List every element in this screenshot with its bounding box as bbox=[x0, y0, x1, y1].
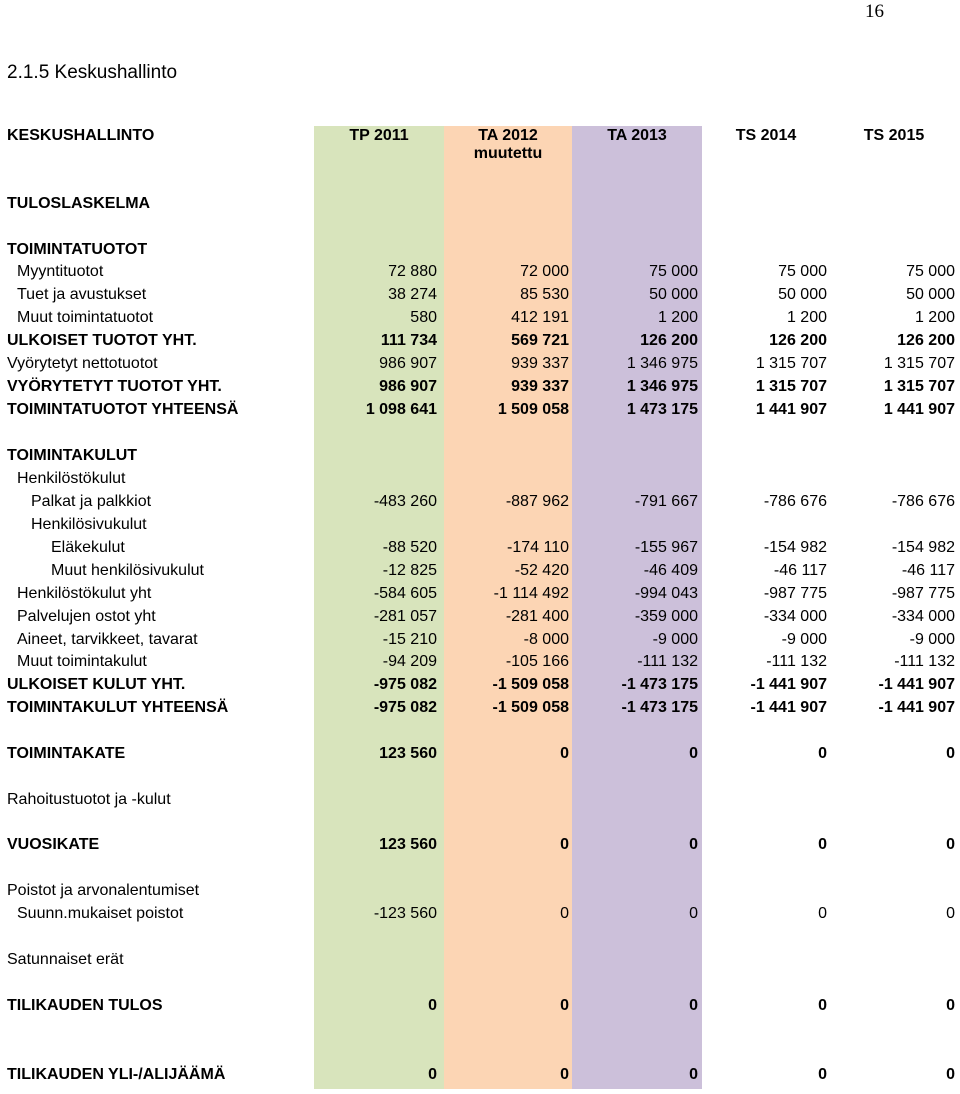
row-label: VYÖRYTETYT TUOTOT YHT. bbox=[7, 378, 222, 395]
row-label: Tuet ja avustukset bbox=[17, 286, 147, 303]
row-value: 1 346 975 bbox=[626, 378, 698, 395]
row-value: -9 000 bbox=[781, 631, 827, 648]
table-row bbox=[0, 491, 960, 513]
row-label: Eläkekulut bbox=[51, 539, 125, 556]
page-number: 16 bbox=[865, 1, 884, 22]
row-value: 0 bbox=[946, 905, 955, 922]
table-row bbox=[0, 353, 960, 375]
table-row bbox=[0, 651, 960, 673]
row-value: -155 967 bbox=[634, 539, 698, 556]
row-label: ULKOISET TUOTOT YHT. bbox=[7, 332, 197, 349]
table-row bbox=[0, 514, 960, 536]
table-row bbox=[0, 330, 960, 352]
row-value: 0 bbox=[689, 997, 698, 1014]
row-value: -88 520 bbox=[382, 539, 437, 556]
row-label: TOIMINTAKULUT YHTEENSÄ bbox=[7, 699, 229, 716]
table-row bbox=[0, 995, 960, 1017]
table-header-label: KESKUSHALLINTO bbox=[7, 127, 155, 144]
column-header-title: TS 2014 bbox=[735, 127, 797, 144]
row-value: -12 825 bbox=[382, 562, 437, 579]
row-value: 85 530 bbox=[520, 286, 569, 303]
row-label: Vyörytetyt nettotuotot bbox=[7, 355, 158, 372]
row-value: -584 605 bbox=[373, 585, 437, 602]
row-value: -1 509 058 bbox=[492, 676, 569, 693]
row-value: 1 441 907 bbox=[883, 401, 955, 418]
row-value: -281 400 bbox=[505, 608, 569, 625]
table-row bbox=[0, 261, 960, 283]
row-value: 0 bbox=[689, 836, 698, 853]
row-label: Palvelujen ostot yht bbox=[17, 608, 156, 625]
row-label: Aineet, tarvikkeet, tavarat bbox=[17, 631, 198, 648]
row-value: 123 560 bbox=[379, 836, 437, 853]
row-value: -483 260 bbox=[373, 493, 437, 510]
row-label: Henkilösivukulut bbox=[31, 516, 147, 533]
row-value: 0 bbox=[946, 836, 955, 853]
column-header-title: TA 2012 bbox=[478, 127, 538, 144]
table-row bbox=[0, 629, 960, 651]
table-row bbox=[0, 399, 960, 421]
row-value: 0 bbox=[946, 1066, 955, 1083]
row-value: 123 560 bbox=[379, 745, 437, 762]
row-value: 50 000 bbox=[649, 286, 698, 303]
row-value: 0 bbox=[560, 1066, 569, 1083]
row-value: 1 200 bbox=[914, 309, 955, 326]
table-row bbox=[0, 560, 960, 582]
table-row bbox=[0, 583, 960, 605]
row-value: -105 166 bbox=[505, 653, 569, 670]
row-value: -154 982 bbox=[763, 539, 827, 556]
row-value: -786 676 bbox=[763, 493, 827, 510]
table-row bbox=[0, 743, 960, 765]
row-value: 72 000 bbox=[520, 263, 569, 280]
row-value: -281 057 bbox=[373, 608, 437, 625]
row-value: 0 bbox=[818, 745, 827, 762]
row-value: 1 315 707 bbox=[883, 378, 955, 395]
column-header-title: TA 2013 bbox=[607, 127, 667, 144]
row-value: -1 441 907 bbox=[750, 676, 827, 693]
row-value: -786 676 bbox=[891, 493, 955, 510]
row-value: 0 bbox=[818, 905, 827, 922]
row-value: 0 bbox=[689, 905, 698, 922]
row-value: 72 880 bbox=[388, 263, 437, 280]
row-label: TULOSLASKELMA bbox=[7, 195, 151, 212]
row-value: -154 982 bbox=[891, 539, 955, 556]
row-value: 126 200 bbox=[769, 332, 827, 349]
row-label: Muut toimintatuotot bbox=[17, 309, 154, 326]
row-label: TILIKAUDEN YLI-/ALIJÄÄMÄ bbox=[7, 1066, 226, 1083]
row-value: 939 337 bbox=[511, 355, 569, 372]
table-row bbox=[0, 376, 960, 398]
row-value: 1 315 707 bbox=[883, 355, 955, 372]
row-value: -9 000 bbox=[652, 631, 698, 648]
row-value: 1 200 bbox=[786, 309, 827, 326]
row-value: 1 200 bbox=[657, 309, 698, 326]
table-row bbox=[0, 1064, 960, 1086]
row-label: VUOSIKATE bbox=[7, 836, 100, 853]
row-label: Rahoitustuotot ja -kulut bbox=[7, 791, 171, 808]
section-title: 2.1.5 Keskushallinto bbox=[7, 62, 178, 83]
column-header-title: TS 2015 bbox=[863, 127, 925, 144]
row-label: Muut toimintakulut bbox=[17, 653, 147, 670]
row-value: -52 420 bbox=[514, 562, 569, 579]
row-value: 1 441 907 bbox=[755, 401, 827, 418]
row-value: 986 907 bbox=[379, 355, 437, 372]
row-value: 0 bbox=[689, 745, 698, 762]
row-value: 1 315 707 bbox=[755, 355, 827, 372]
row-value: -359 000 bbox=[634, 608, 698, 625]
table-row bbox=[0, 193, 960, 215]
row-value: -15 210 bbox=[382, 631, 437, 648]
row-value: 0 bbox=[818, 997, 827, 1014]
row-value: 126 200 bbox=[640, 332, 698, 349]
row-label: Henkilöstökulut bbox=[17, 470, 126, 487]
table-row bbox=[0, 697, 960, 719]
row-value: 1 473 175 bbox=[626, 401, 698, 418]
row-value: -1 441 907 bbox=[878, 699, 955, 716]
row-value: -1 473 175 bbox=[621, 699, 698, 716]
row-value: -46 117 bbox=[901, 562, 955, 579]
row-label: Myyntituotot bbox=[17, 263, 104, 280]
table-row bbox=[0, 949, 960, 971]
table-row bbox=[0, 284, 960, 306]
row-value: 986 907 bbox=[379, 378, 437, 395]
table-row bbox=[0, 537, 960, 559]
row-label: ULKOISET KULUT YHT. bbox=[7, 676, 186, 693]
row-value: 580 bbox=[410, 309, 437, 326]
column-header-ta-2013 bbox=[573, 127, 701, 145]
column-header-ts-2015 bbox=[830, 127, 958, 145]
column-header-ts-2014 bbox=[702, 127, 830, 145]
row-value: -791 667 bbox=[634, 493, 698, 510]
table-row bbox=[0, 834, 960, 856]
row-value: -8 000 bbox=[523, 631, 569, 648]
row-value: 0 bbox=[428, 1066, 437, 1083]
table-row bbox=[0, 445, 960, 467]
row-value: 0 bbox=[428, 997, 437, 1014]
row-value: 412 191 bbox=[511, 309, 569, 326]
row-label: TOIMINTATUOTOT YHTEENSÄ bbox=[7, 401, 239, 418]
row-value: 126 200 bbox=[897, 332, 955, 349]
table-row bbox=[0, 880, 960, 902]
column-header-subtitle: muutettu bbox=[473, 145, 543, 162]
row-value: -987 775 bbox=[891, 585, 955, 602]
row-value: -111 132 bbox=[766, 653, 827, 670]
row-value: 0 bbox=[818, 836, 827, 853]
row-value: -9 000 bbox=[909, 631, 955, 648]
row-value: 0 bbox=[946, 997, 955, 1014]
row-value: 1 509 058 bbox=[497, 401, 569, 418]
row-value: -334 000 bbox=[891, 608, 955, 625]
row-value: 50 000 bbox=[778, 286, 827, 303]
row-value: -46 409 bbox=[643, 562, 698, 579]
row-label: Henkilöstökulut yht bbox=[17, 585, 152, 602]
row-label: TOIMINTATUOTOT bbox=[7, 241, 148, 258]
row-value: 0 bbox=[560, 745, 569, 762]
row-value: 939 337 bbox=[511, 378, 569, 395]
table-row bbox=[0, 606, 960, 628]
table-row bbox=[0, 239, 960, 261]
row-value: 50 000 bbox=[906, 286, 955, 303]
row-value: -334 000 bbox=[763, 608, 827, 625]
row-value: 75 000 bbox=[906, 263, 955, 280]
row-label: Poistot ja arvonalentumiset bbox=[7, 882, 200, 899]
row-label: Palkat ja palkkiot bbox=[31, 493, 152, 510]
row-value: -1 509 058 bbox=[492, 699, 569, 716]
row-value: 75 000 bbox=[649, 263, 698, 280]
table-row bbox=[0, 789, 960, 811]
row-value: 1 098 641 bbox=[365, 401, 437, 418]
column-header-ta-2012 bbox=[444, 127, 572, 163]
row-value: -94 209 bbox=[382, 653, 437, 670]
row-label: Muut henkilösivukulut bbox=[51, 562, 204, 579]
row-value: -111 132 bbox=[894, 653, 955, 670]
row-value: -975 082 bbox=[373, 699, 437, 716]
row-value: 1 346 975 bbox=[626, 355, 698, 372]
row-value: -887 962 bbox=[505, 493, 569, 510]
table-row bbox=[0, 903, 960, 925]
row-label: TOIMINTAKATE bbox=[7, 745, 126, 762]
row-value: 38 274 bbox=[388, 286, 437, 303]
table-row bbox=[0, 307, 960, 329]
table-row bbox=[0, 468, 960, 490]
column-header-title: TP 2011 bbox=[349, 127, 409, 144]
row-label: Satunnaiset erät bbox=[7, 951, 124, 968]
row-value: 0 bbox=[946, 745, 955, 762]
row-value: 0 bbox=[689, 1066, 698, 1083]
row-value: 111 734 bbox=[380, 332, 437, 349]
row-value: -975 082 bbox=[373, 676, 437, 693]
table-row bbox=[0, 674, 960, 696]
row-value: -111 132 bbox=[637, 653, 698, 670]
row-value: 0 bbox=[818, 1066, 827, 1083]
row-label: TOIMINTAKULUT bbox=[7, 447, 138, 464]
column-header-tp-2011 bbox=[315, 127, 443, 145]
row-label: TILIKAUDEN TULOS bbox=[7, 997, 163, 1014]
row-value: 1 315 707 bbox=[755, 378, 827, 395]
row-value: 0 bbox=[560, 836, 569, 853]
row-value: -46 117 bbox=[773, 562, 827, 579]
row-value: 0 bbox=[560, 997, 569, 1014]
row-value: -1 441 907 bbox=[750, 699, 827, 716]
row-label: Suunn.mukaiset poistot bbox=[17, 905, 184, 922]
row-value: -1 473 175 bbox=[621, 676, 698, 693]
row-value: -994 043 bbox=[634, 585, 698, 602]
row-value: -123 560 bbox=[373, 905, 437, 922]
row-value: 75 000 bbox=[778, 263, 827, 280]
row-value: -174 110 bbox=[507, 539, 569, 556]
row-value: -987 775 bbox=[763, 585, 827, 602]
row-value: -1 114 492 bbox=[493, 585, 569, 602]
row-value: -1 441 907 bbox=[878, 676, 955, 693]
row-value: 0 bbox=[560, 905, 569, 922]
row-value: 569 721 bbox=[511, 332, 569, 349]
